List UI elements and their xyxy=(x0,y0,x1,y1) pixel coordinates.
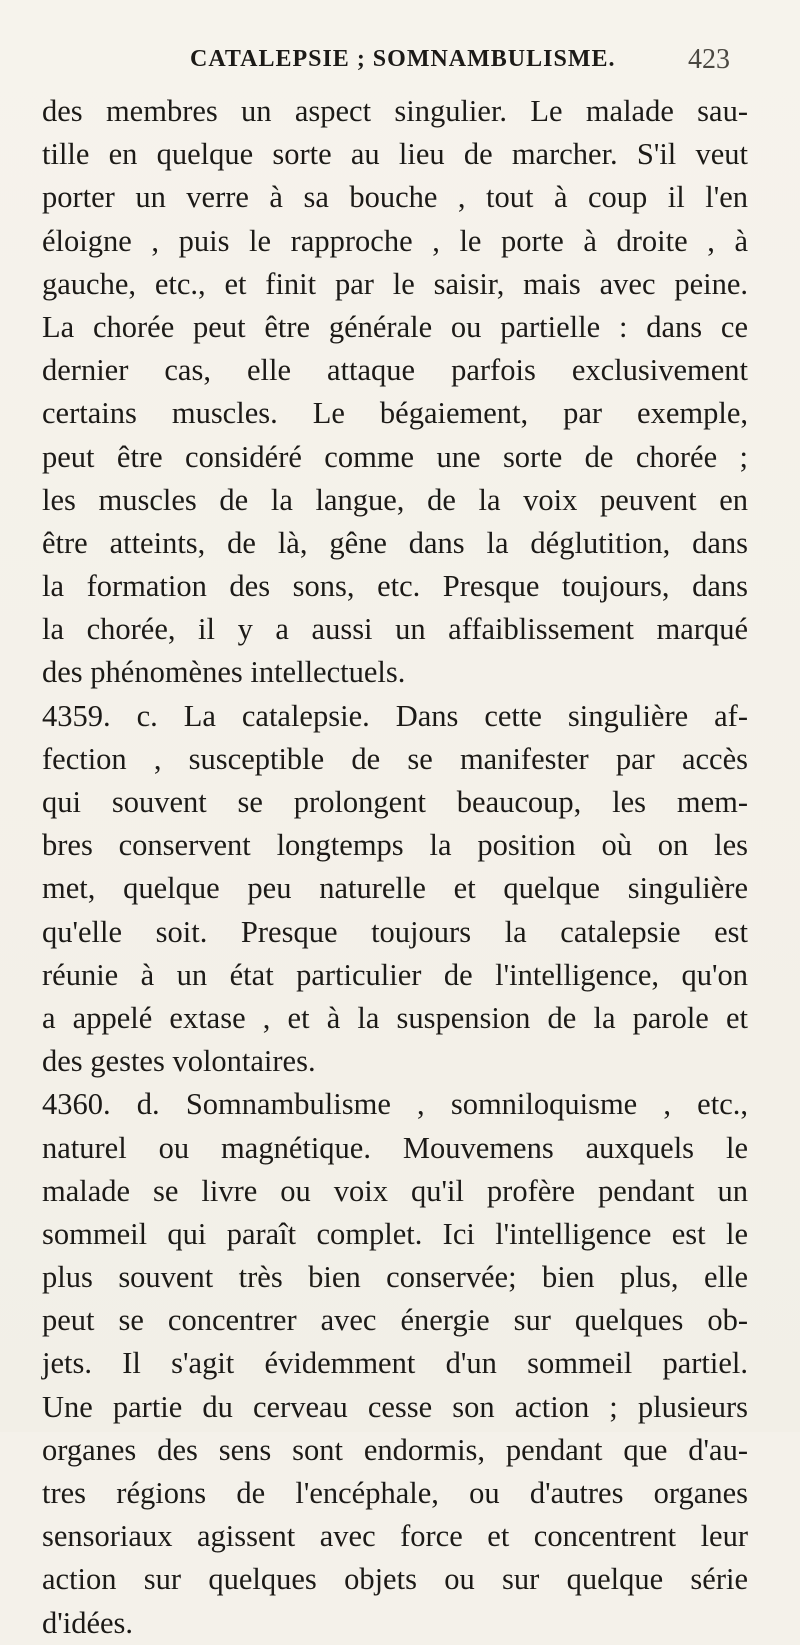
text-line: éloigne , puis le rapproche , le porte à droite , à xyxy=(42,223,748,258)
text-line: plus souvent très bien conservée; bien plus, elle xyxy=(42,1260,748,1295)
text-line: d'idées. xyxy=(42,1605,134,1640)
text-line: sommeil qui paraît complet. Ici l'intelligence est le xyxy=(42,1216,748,1251)
page-number: 423 xyxy=(688,44,730,75)
text-line: met, quelque peu naturelle et quelque singulière xyxy=(42,871,748,906)
text-line: dernier cas, elle attaque parfois exclusivement xyxy=(42,353,748,388)
text-line: les muscles de la langue, de la voix peuvent en xyxy=(42,482,748,517)
text-line: être atteints, de là, gêne dans la déglutition, dans xyxy=(42,525,748,560)
text-line: action sur quelques objets ou sur quelque série xyxy=(42,1562,748,1597)
body-text xyxy=(42,90,748,1645)
text-line: des membres un aspect singulier. Le malade sau- xyxy=(42,94,748,128)
text-line: Une partie du cerveau cesse son action ; plusieurs xyxy=(42,1389,748,1424)
text-line: tille en quelque sorte au lieu de marcher. S'il veut xyxy=(42,137,748,172)
text-line: 4360. d. Somnambulisme , somniloquisme , etc., xyxy=(42,1087,748,1122)
text-line: a appelé extase , et à la suspension de la parole et xyxy=(42,1000,748,1035)
text-line: peut être considéré comme une sorte de chorée ; xyxy=(42,439,748,474)
text-line: naturel ou magnétique. Mouvemens auxquels le xyxy=(42,1130,748,1165)
text-line: tres régions de l'encéphale, ou d'autres organes xyxy=(42,1476,748,1510)
text-line: La chorée peut être générale ou partielle : dans ce xyxy=(42,309,748,344)
text-line: certains muscles. Le bégaiement, par exemple, xyxy=(42,396,748,431)
text-line: porter un verre à sa bouche , tout à coup il l'en xyxy=(42,180,748,215)
text-line: des gestes volontaires. xyxy=(42,1044,316,1079)
text-line: jets. Il s'agit évidemment d'un sommeil partiel. xyxy=(42,1346,748,1381)
text-line: des phénomènes intellectuels. xyxy=(42,655,406,690)
text-line: qui souvent se prolongent beaucoup, les mem- xyxy=(42,785,748,819)
text-line: peut se concentrer avec énergie sur quelques ob- xyxy=(42,1303,748,1338)
text-line: la formation des sons, etc. Presque toujours, dans xyxy=(42,569,748,604)
text-line: gauche, etc., et finit par le saisir, mais avec peine. xyxy=(42,266,748,301)
page-header xyxy=(190,40,730,80)
text-line: organes des sens sont endormis, pendant que d'au- xyxy=(42,1432,748,1467)
running-title: CATALEPSIE ; SOMNAMBULISME. xyxy=(190,46,616,72)
text-line: bres conservent longtemps la position où on les xyxy=(42,828,748,863)
text-line: réunie à un état particulier de l'intelligence, qu'on xyxy=(42,957,748,992)
text-line: fection , susceptible de se manifester par accès xyxy=(42,741,748,776)
text-line: sensoriaux agissent avec force et concentrent leur xyxy=(42,1519,748,1554)
text-line: la chorée, il y a aussi un affaiblissement marqué xyxy=(42,612,748,647)
text-line: malade se livre ou voix qu'il profère pendant un xyxy=(42,1173,748,1208)
text-line: 4359. c. La catalepsie. Dans cette singulière af- xyxy=(42,698,748,733)
text-line: qu'elle soit. Presque toujours la catalepsie est xyxy=(42,914,748,949)
